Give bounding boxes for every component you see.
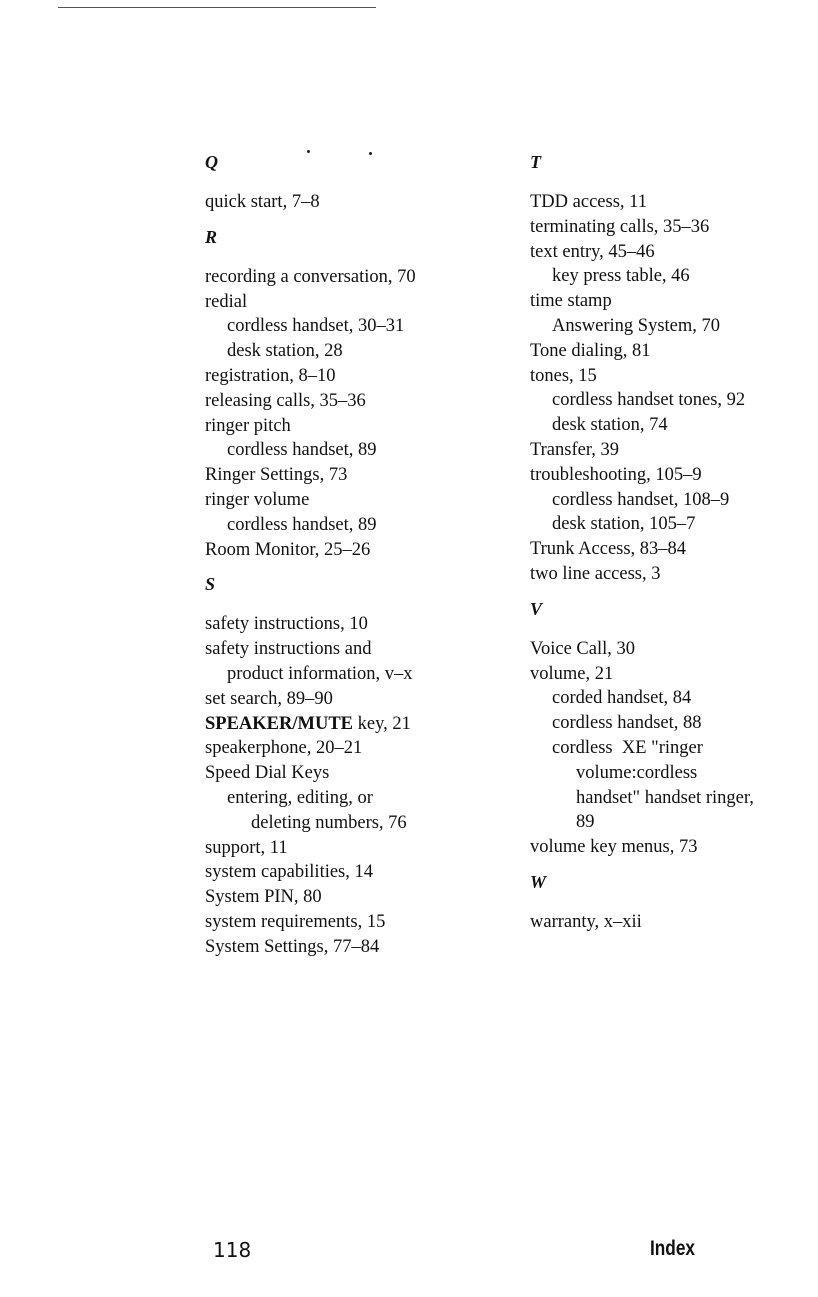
section-letter-w: W xyxy=(530,871,547,892)
index-entry: terminating calls, 35–36 xyxy=(530,216,710,237)
speaker-mute-key-name: SPEAKER/MUTE xyxy=(205,713,354,734)
index-entry: Tone dialing, 81 xyxy=(530,340,651,361)
index-section-q xyxy=(205,150,416,215)
index-subentry: desk station, 74 xyxy=(552,415,668,436)
index-subentry: handset" handset ringer, xyxy=(576,787,754,808)
index-entry: time stamp xyxy=(530,291,612,312)
section-letter-r: R xyxy=(205,226,218,247)
index-column-left xyxy=(205,150,416,960)
speaker-mute-page-ref: key, 21 xyxy=(353,713,411,734)
index-entry: system requirements, 15 xyxy=(205,911,386,932)
index-entry: TDD access, 11 xyxy=(530,192,647,212)
top-rule xyxy=(58,7,376,8)
index-entry: Voice Call, 30 xyxy=(530,638,635,659)
index-section-s xyxy=(205,572,416,959)
index-entry: Trunk Access, 83–84 xyxy=(530,539,687,560)
index-entry: two line access, 3 xyxy=(530,563,661,584)
section-letter-q: Q xyxy=(205,152,218,172)
index-entry: safety instructions and xyxy=(205,639,372,660)
index-entry: ringer pitch xyxy=(205,415,291,436)
index-subentry: cordless handset, 30–31 xyxy=(227,316,405,337)
index-entry: ringer volume xyxy=(205,489,310,510)
index-entry: set search, 89–90 xyxy=(205,688,333,709)
section-letter-s: S xyxy=(205,574,216,595)
index-entry: volume, 21 xyxy=(530,663,614,684)
index-entry: System Settings, 77–84 xyxy=(205,936,380,957)
index-entry: releasing calls, 35–36 xyxy=(205,390,366,411)
index-entry: redial xyxy=(205,291,248,312)
index-entry-speaker-mute xyxy=(205,712,416,737)
index-subentry: key press table, 46 xyxy=(552,266,690,287)
section-letter-t: T xyxy=(530,152,541,172)
index-entry: Ringer Settings, 73 xyxy=(205,465,348,486)
index-entry: System PIN, 80 xyxy=(205,887,322,908)
page-number: 118 xyxy=(213,1238,252,1262)
index-subentry: volume:cordless xyxy=(576,762,698,783)
index-entry: safety instructions, 10 xyxy=(205,614,368,635)
index-entry: quick start, 7–8 xyxy=(205,192,320,212)
index-subentry: desk station, 105–7 xyxy=(552,514,696,535)
index-subentry: cordless handset, 108–9 xyxy=(552,489,730,510)
index-column-right xyxy=(530,150,754,935)
index-subentry: cordless handset, 89 xyxy=(227,514,377,535)
index-section-t xyxy=(530,150,754,587)
index-entry: Speed Dial Keys xyxy=(205,763,330,784)
index-entry: Transfer, 39 xyxy=(530,439,620,460)
index-subentry: entering, editing, or xyxy=(227,787,373,808)
index-entry: registration, 8–10 xyxy=(205,365,336,386)
index-subentry: deleting numbers, 76 xyxy=(251,812,407,833)
index-entry: troubleshooting, 105–9 xyxy=(530,464,702,485)
index-subentry: cordless XE "ringer xyxy=(552,737,703,758)
index-subentry: product information, v–x xyxy=(227,663,413,684)
index-subentry: cordless handset, 88 xyxy=(552,713,702,734)
index-subentry: cordless handset, 89 xyxy=(227,440,377,461)
index-entry: volume key menus, 73 xyxy=(530,837,698,858)
index-entry: tones, 15 xyxy=(530,365,597,386)
index-entry: recording a conversation, 70 xyxy=(205,266,416,287)
index-subentry: 89 xyxy=(576,812,595,833)
index-entry: speakerphone, 20–21 xyxy=(205,738,363,759)
index-entry: text entry, 45–46 xyxy=(530,241,655,262)
section-letter-v: V xyxy=(530,598,543,619)
index-entry: warranty, x–xii xyxy=(530,911,642,932)
index-section-w xyxy=(530,870,754,935)
index-subentry: desk station, 28 xyxy=(227,341,343,362)
index-entry: support, 11 xyxy=(205,837,288,858)
index-entry: system capabilities, 14 xyxy=(205,862,374,883)
index-entry: Room Monitor, 25–26 xyxy=(205,539,371,560)
running-footer-section: Index xyxy=(650,1237,695,1260)
index-subentry: cordless handset tones, 92 xyxy=(552,390,746,411)
index-subentry: Answering System, 70 xyxy=(552,315,721,336)
index-section-v xyxy=(530,597,754,860)
index-subentry: corded handset, 84 xyxy=(552,688,692,709)
index-section-r xyxy=(205,225,416,563)
